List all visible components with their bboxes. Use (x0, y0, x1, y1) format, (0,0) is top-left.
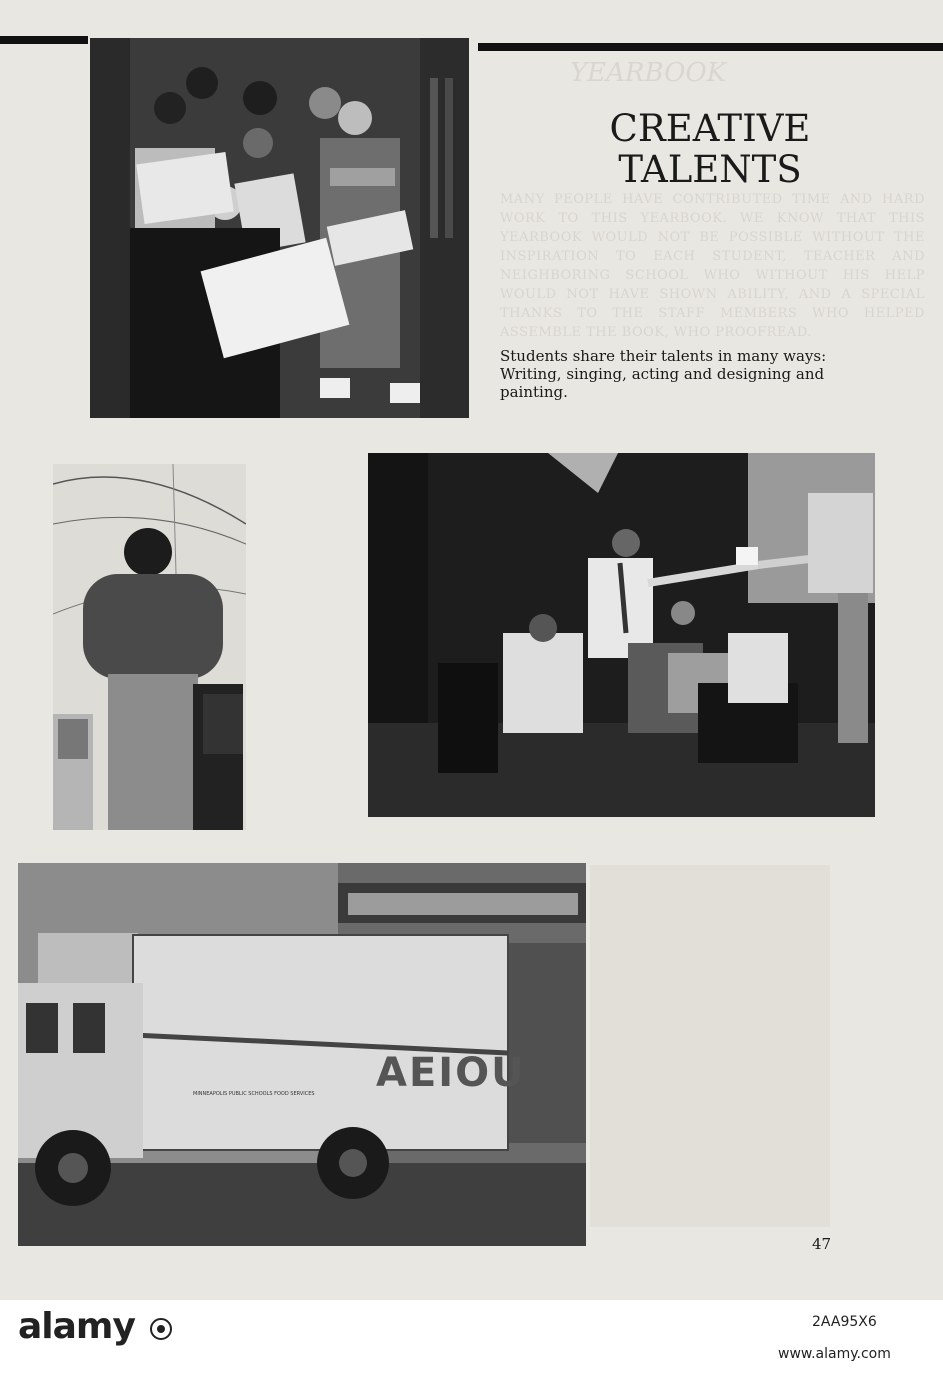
source-url: www.alamy.com (778, 1346, 891, 1362)
image-id: 2AA95X6 (812, 1314, 877, 1330)
photo-acting-group (368, 453, 875, 817)
section-title-line-2: TALENTS (618, 148, 802, 191)
section-title (560, 108, 860, 190)
photo-students-newspapers (90, 38, 469, 418)
page-number: 47 (812, 1235, 832, 1253)
section-title-line-1: CREATIVE (609, 107, 811, 150)
header-rule-left (0, 36, 88, 44)
photo-painted-truck (18, 863, 586, 1246)
truck-side-text: MINNEAPOLIS PUBLIC SCHOOLS FOOD SERVICES (193, 1091, 315, 1097)
photo-caption: Students share their talents in many ways: Writing, singing, acting and designing and painting. (500, 347, 827, 401)
truck-aeiou-lettering: AEIOU (376, 1050, 526, 1096)
bleed-through-title: YEARBOOK (570, 58, 727, 88)
bleed-through-photo (590, 865, 830, 1227)
photo-singer-on-stage (53, 464, 246, 830)
bleed-through-text: MANY PEOPLE HAVE CONTRIBUTED TIME AND HARD WORK TO THIS YEARBOOK. WE KNOW THAT THIS YEARBOOK WOULD NOT BE POSSIBLE WITHOUT THE INSPIRATION TO EACH STUDENT, TEACHER AND NEIGHBORING SCHOOL WHO WITHOUT HIS HELP WOULD NOT HAVE SHOWN ABILITY, AND A SPECIAL THANKS TO THE STAFF MEMBERS WHO HELPED ASSEMBLE THE BOOK, WHO PROOFREAD. (500, 192, 925, 340)
header-rule-right (478, 43, 943, 51)
brand-mark-icon (150, 1318, 172, 1340)
watermark-footer (0, 1300, 943, 1390)
brand-logo: alamy (18, 1306, 135, 1347)
